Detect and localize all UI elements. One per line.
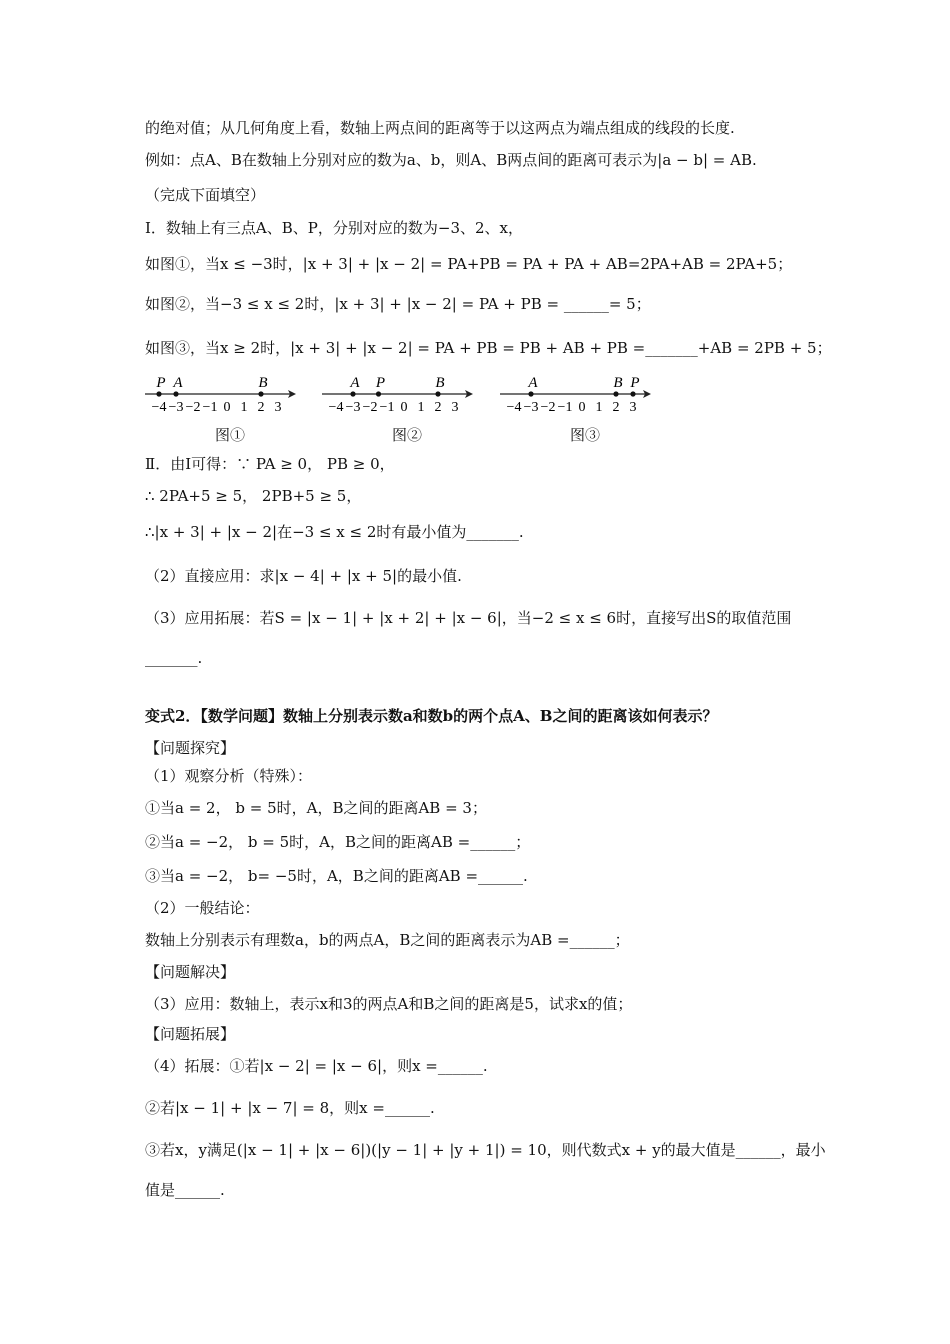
point-marker	[173, 391, 178, 396]
text-line: ③当a = −2， b= −5时，A，B之间的距离AB =______.	[145, 867, 528, 885]
tick-label: 1	[417, 400, 425, 415]
tick-label: −3	[345, 400, 361, 415]
text-line: 如图①，当x ≤ −3时，|x + 3| + |x − 2| = PA+PB = PA + PA + AB=2PA+AB = 2PA+5；	[145, 255, 793, 273]
text-line: 如图②，当−3 ≤ x ≤ 2时，|x + 3| + |x − 2| = PA + PB = ______= 5；	[145, 295, 651, 313]
text-line: ∴|x + 3| + |x − 2|在−3 ≤ x ≤ 2时有最小值为_______.	[145, 523, 524, 541]
figure-caption: 图③	[570, 426, 601, 444]
tick-label: 3	[274, 400, 282, 415]
tick-label: −2	[540, 400, 556, 415]
point-label: A	[528, 375, 538, 391]
tick-label: 3	[451, 400, 459, 415]
tick-label: −4	[506, 400, 522, 415]
tick-label: −1	[202, 400, 218, 415]
point-marker	[350, 391, 355, 396]
point-marker	[435, 391, 440, 396]
number-line	[322, 368, 492, 418]
text-line: 值是______.	[145, 1181, 225, 1199]
tick-label: −1	[379, 400, 395, 415]
point-marker	[613, 391, 618, 396]
point-label: A	[173, 375, 183, 391]
text-line: 如图③，当x ≥ 2时，|x + 3| + |x − 2| = PA + PB = PB + AB + PB =_______+AB = 2PB + 5；	[145, 339, 832, 357]
point-label: A	[350, 375, 360, 391]
point-label: P	[375, 375, 386, 391]
point-marker	[630, 391, 635, 396]
text-line: 的绝对值；从几何角度上看，数轴上两点间的距离等于以这两点为端点组成的线段的长度.	[145, 119, 735, 137]
text-line: 【问题拓展】	[145, 1025, 236, 1043]
text-line: ②当a = −2， b = 5时，A，B之间的距离AB =______；	[145, 833, 531, 851]
text-line: ②若|x − 1| + |x − 7| = 8，则x =______.	[145, 1099, 435, 1117]
point-marker	[376, 391, 381, 396]
tick-label: 1	[595, 400, 603, 415]
tick-label: −4	[328, 400, 344, 415]
point-marker	[258, 391, 263, 396]
text-line: （3）应用：数轴上，表示x和3的两点A和B之间的距离是5，试求x的值；	[145, 995, 633, 1013]
text-line: 例如：点A、B在数轴上分别对应的数为a、b，则A、B两点间的距离可表示为|a − b| = AB.	[145, 151, 757, 169]
tick-label: 0	[400, 400, 408, 415]
text-line: （4）拓展：①若|x − 2| = |x − 6|，则x =______.	[145, 1057, 488, 1075]
text-line: 【问题解决】	[145, 963, 236, 981]
text-line: 数轴上分别表示有理数a，b的两点A，B之间的距离表示为AB =______；	[145, 931, 630, 949]
tick-label: −1	[557, 400, 573, 415]
tick-label: 2	[612, 400, 620, 415]
tick-label: 2	[257, 400, 265, 415]
point-label: B	[258, 375, 268, 391]
figure-caption: 图②	[392, 426, 423, 444]
point-marker	[156, 391, 161, 396]
number-line	[145, 368, 315, 418]
tick-label: 0	[578, 400, 586, 415]
tick-label: 2	[434, 400, 442, 415]
text-line: ①当a = 2， b = 5时，A，B之间的距离AB = 3；	[145, 799, 487, 817]
tick-label: −2	[185, 400, 201, 415]
text-line: （完成下面填空）	[145, 186, 266, 204]
point-label: P	[630, 375, 640, 391]
point-marker	[528, 391, 533, 396]
text-line: ③若x，y满足(|x − 1| + |x − 6|)(|y − 1| + |y + 1|) = 10，则代数式x + y的最大值是______，最小	[145, 1141, 826, 1159]
tick-label: −3	[523, 400, 539, 415]
text-line: ∴ 2PA+5 ≥ 5， 2PB+5 ≥ 5，	[145, 487, 362, 505]
text-line: （2）直接应用：求|x − 4| + |x + 5|的最小值.	[145, 567, 462, 585]
tick-label: −2	[362, 400, 378, 415]
text-line: （2）一般结论：	[145, 899, 260, 917]
tick-label: 0	[223, 400, 231, 415]
number-line	[500, 368, 670, 418]
point-label: P	[156, 375, 166, 391]
text-line: 变式2．【数学问题】数轴上分别表示数a和数b的两个点A、B之间的距离该如何表示？	[145, 707, 718, 725]
text-line: Ⅱ．由Ⅰ可得：∵ PA ≥ 0， PB ≥ 0，	[145, 455, 395, 473]
text-line: （3）应用拓展：若S = |x − 1| + |x + 2| + |x − 6|，当−2 ≤ x ≤ 6时，直接写出S的取值范围	[145, 609, 792, 627]
text-line: 【问题探究】	[145, 739, 236, 757]
tick-label: −4	[151, 400, 167, 415]
text-line: Ⅰ．数轴上有三点A、B、P，分别对应的数为−3、2、x，	[145, 219, 523, 237]
point-label: B	[435, 375, 445, 391]
tick-label: −3	[168, 400, 184, 415]
text-line: _______.	[145, 649, 203, 667]
tick-label: 1	[240, 400, 248, 415]
figure-caption: 图①	[215, 426, 246, 444]
point-label: B	[613, 375, 623, 391]
tick-label: 3	[629, 400, 637, 415]
text-line: （1）观察分析（特殊）：	[145, 767, 313, 785]
